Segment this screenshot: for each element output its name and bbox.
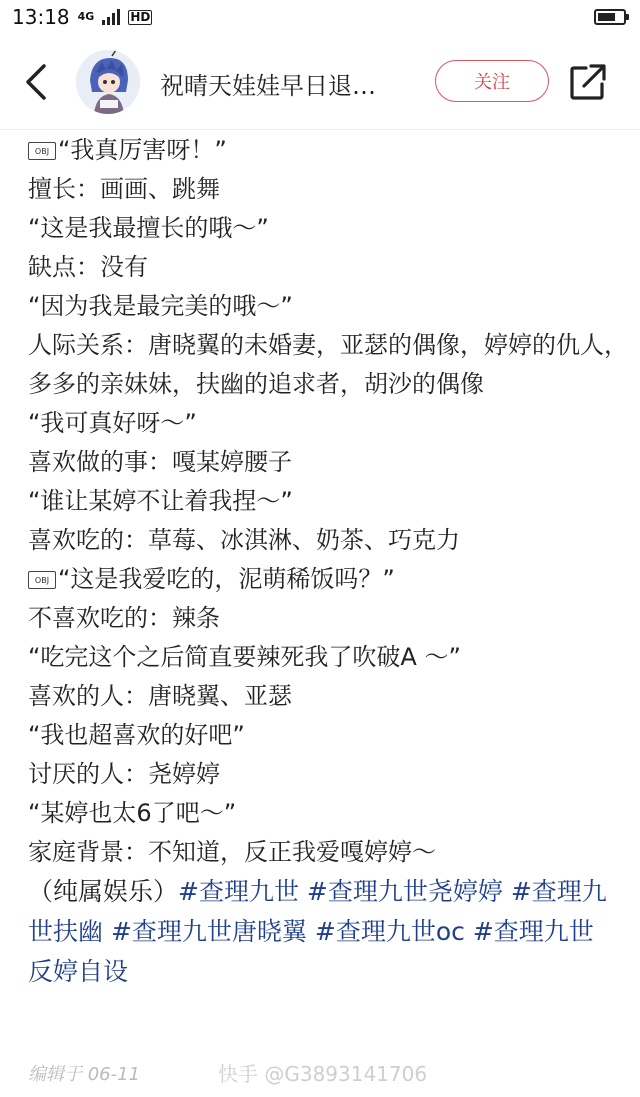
status-left [12, 5, 152, 29]
line-text: “谁让某婷不让着我捏～” [28, 487, 293, 515]
hashtag-link[interactable]: #查理九世尧婷婷 [306, 877, 503, 906]
line-text: 喜欢做的事：嘎某婷腰子 [28, 448, 292, 476]
share-icon [568, 62, 608, 102]
content-line [28, 794, 628, 833]
content-line [28, 326, 628, 404]
content-line [28, 209, 628, 248]
line-text: 喜欢吃的：草莓、冰淇淋、奶茶、巧克力 [28, 526, 460, 554]
hashtag-link[interactable]: #查理九世 [178, 877, 299, 906]
content-line [28, 482, 628, 521]
content-line [28, 248, 628, 287]
post-content [28, 131, 628, 992]
battery-level [598, 13, 615, 21]
tag-paragraph [28, 872, 618, 992]
content-line [28, 716, 628, 755]
line-text: 不喜欢吃的：辣条 [28, 604, 220, 632]
tags-prefix: （纯属娱乐） [28, 877, 179, 906]
signal-icon [102, 9, 120, 25]
hd-badge: HD [130, 9, 151, 24]
avatar-image [76, 50, 140, 114]
chevron-left-icon [20, 62, 56, 102]
content-line [28, 677, 628, 716]
line-text: “这是我最擅长的哦～” [28, 214, 269, 242]
line-text: “某婷也太6了吧～” [28, 799, 237, 827]
line-text: “我真厉害呀！” [58, 136, 227, 164]
hashtag-link[interactable]: #查理九世oc [314, 917, 465, 946]
line-text: “我也超喜欢的好吧” [28, 721, 245, 749]
edit-time: 编辑于 06-11 [28, 1064, 141, 1085]
status-bar [0, 0, 640, 34]
content-line [28, 404, 628, 443]
line-text: “我可真好呀～” [28, 409, 197, 437]
network-type: 4G [77, 10, 95, 23]
hashtag-link[interactable]: #查理九世扶幽 [28, 877, 607, 946]
line-text: 缺点：没有 [28, 253, 148, 281]
author-name[interactable]: 祝晴天娃娃早日退… [160, 72, 376, 100]
line-text: 家庭背景：不知道，反正我爱嘎婷婷～ [28, 838, 436, 866]
post-header [0, 34, 640, 130]
hashtag-link[interactable]: #查理九世反婷自设 [28, 917, 594, 986]
content-line [28, 131, 628, 170]
avatar[interactable] [76, 50, 140, 114]
share-button[interactable] [568, 62, 608, 102]
content-line [28, 287, 628, 326]
status-time: 13:18 [12, 5, 70, 29]
line-text: 喜欢的人：唐晓翼、亚瑟 [28, 682, 292, 710]
obj-placeholder-icon: OBJ [28, 571, 56, 589]
line-text: “这是我爱吃的，泥萌稀饭吗？” [58, 565, 395, 593]
content-line [28, 170, 628, 209]
back-button[interactable] [20, 62, 56, 102]
line-text: 擅长：画画、跳舞 [28, 175, 220, 203]
watermark: 快手 @G3893141706 [218, 1062, 428, 1086]
content-line [28, 755, 628, 794]
line-text: 讨厌的人：尧婷婷 [28, 760, 220, 788]
line-text: “因为我是最完美的哦～” [28, 292, 293, 320]
battery-icon [594, 9, 626, 25]
content-line [28, 833, 628, 872]
content-line [28, 599, 628, 638]
content-line [28, 560, 628, 599]
content-line [28, 521, 628, 560]
line-text: 人际关系：唐晓翼的未婚妻，亚瑟的偶像，婷婷的仇人，多多的亲妹妹，扶幽的追求者，胡沙的偶像 [28, 331, 628, 398]
line-text: “吃完这个之后简直要辣死我了吹破A ～” [28, 643, 461, 671]
content-line [28, 443, 628, 482]
follow-button[interactable]: 关注 [435, 60, 549, 102]
obj-placeholder-icon: OBJ [28, 142, 56, 160]
hashtag-link[interactable]: #查理九世唐晓翼 [110, 917, 307, 946]
content-line [28, 638, 628, 677]
post-footer [28, 1058, 628, 1088]
